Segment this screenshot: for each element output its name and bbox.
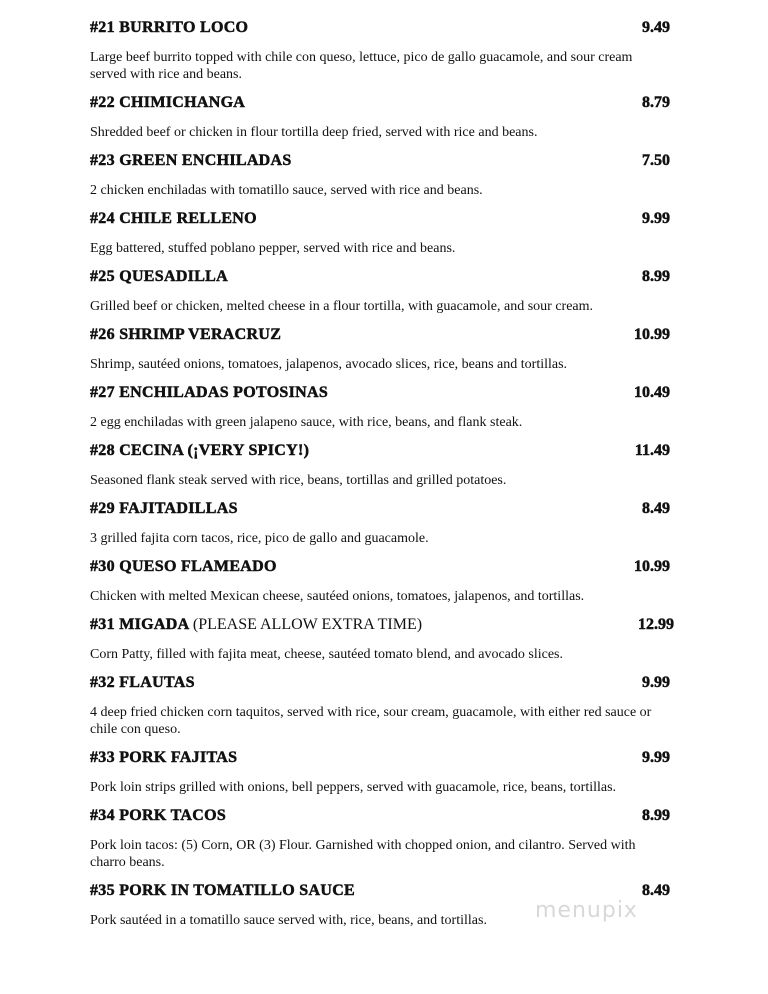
- menu-item-name: [90, 613, 422, 637]
- menu-item-price: 7.50: [642, 152, 670, 169]
- menu-item-header: [90, 91, 670, 115]
- menu-item-name: [90, 91, 245, 115]
- menu-item-header: [90, 497, 670, 521]
- menu-item-price: 9.99: [642, 749, 670, 766]
- menu-item-name: [90, 439, 309, 463]
- menu-item-name: [90, 207, 257, 231]
- item-name-text: #24 CHILE RELLENO: [90, 210, 257, 227]
- menu-item-name: [90, 16, 248, 40]
- item-name-text: #32 FLAUTAS: [90, 674, 195, 691]
- menu-item-name: [90, 381, 328, 405]
- menu-item: [90, 497, 670, 547]
- menu-item-description: Chicken with melted Mexican cheese, sautéed onions, tomatoes, jalapenos, and tortillas.: [90, 589, 585, 604]
- menu-item-name: [90, 149, 292, 173]
- menu-list: [90, 16, 674, 937]
- menu-item: [90, 613, 674, 663]
- menu-item-name: [90, 323, 281, 347]
- item-name-text: #27 ENCHILADAS POTOSINAS: [90, 384, 329, 401]
- menu-item-price: 10.99: [634, 558, 670, 575]
- menu-item-price: 9.49: [642, 19, 670, 36]
- menu-item-header: [90, 207, 670, 231]
- menu-item-description: Seasoned flank steak served with rice, beans, tortillas and grilled potatoes.: [90, 473, 507, 488]
- menu-item: [90, 323, 670, 373]
- menu-item-description: 3 grilled fajita corn tacos, rice, pico de gallo and guacamole.: [90, 531, 429, 546]
- item-name-text: #30 QUESO FLAMEADO: [90, 558, 277, 575]
- item-name-text: #28 CECINA (¡VERY SPICY!): [90, 442, 310, 459]
- menu-item: [90, 149, 670, 199]
- menu-item-description: 4 deep fried chicken corn taquitos, served with rice, sour cream, guacamole, with either red sauce or chile con queso.: [90, 705, 652, 737]
- menu-item-header: [90, 149, 670, 173]
- menu-item-header: [90, 613, 674, 637]
- menu-item-description: Shrimp, sautéed onions, tomatoes, jalapenos, avocado slices, rice, beans and tortillas.: [90, 357, 568, 372]
- menu-item-description: Pork loin tacos: (5) Corn, OR (3) Flour. Garnished with chopped onion, and cilantro. Served with charro beans.: [90, 838, 636, 870]
- menu-item-price: 9.99: [642, 210, 670, 227]
- menu-item: [90, 555, 670, 605]
- menu-item-header: [90, 381, 670, 405]
- menu-item: [90, 381, 670, 431]
- menu-item: [90, 804, 670, 871]
- item-name-text: #29 FAJITADILLAS: [90, 500, 238, 517]
- item-name-text: #21 BURRITO LOCO: [90, 19, 249, 36]
- item-name-text: #25 QUESADILLA: [90, 268, 229, 285]
- menu-item-header: [90, 804, 670, 828]
- menu-item-description: Grilled beef or chicken, melted cheese in a flour tortilla, with guacamole, and sour cream.: [90, 299, 594, 314]
- menu-item-description: Large beef burrito topped with chile con queso, lettuce, pico de gallo guacamole, and sour cream served with rice and beans.: [90, 50, 633, 82]
- menu-item-name: [90, 804, 226, 828]
- menu-item-name: [90, 879, 355, 903]
- menu-item-description: Shredded beef or chicken in flour tortilla deep fried, served with rice and beans.: [90, 125, 538, 140]
- menu-item-header: [90, 555, 670, 579]
- menu-item-description: 2 chicken enchiladas with tomatillo sauce, served with rice and beans.: [90, 183, 483, 198]
- menu-item: [90, 439, 670, 489]
- item-name-text: #35 PORK IN TOMATILLO SAUCE: [90, 882, 356, 899]
- menu-item-price: 10.99: [634, 326, 670, 343]
- menu-item-name: [90, 555, 277, 579]
- item-name-text: #22 CHIMICHANGA: [90, 94, 246, 111]
- item-name-text: #33 PORK FAJITAS: [90, 749, 238, 766]
- menu-item-header: [90, 671, 670, 695]
- menu-item-price: 8.99: [642, 268, 670, 285]
- menu-item-name: [90, 746, 237, 770]
- menu-item-header: [90, 323, 670, 347]
- menu-item-description: Corn Patty, filled with fajita meat, cheese, sautéed tomato blend, and avocado slices.: [90, 647, 563, 662]
- item-note: (PLEASE ALLOW EXTRA TIME): [192, 616, 423, 633]
- item-name-text: #31 MIGADA: [90, 616, 189, 633]
- menu-item-description: 2 egg enchiladas with green jalapeno sauce, with rice, beans, and flank steak.: [90, 415, 523, 430]
- menu-item-name: [90, 497, 238, 521]
- menu-item-header: [90, 265, 670, 289]
- menu-item-description: Pork sautéed in a tomatillo sauce served with, rice, beans, and tortillas.: [90, 913, 487, 928]
- menu-item-price: 12.99: [638, 616, 674, 633]
- menu-item-price: 8.99: [642, 807, 670, 824]
- menu-item-price: 10.49: [634, 384, 670, 401]
- menu-item-price: 11.49: [634, 442, 670, 459]
- menu-item-description: Egg battered, stuffed poblano pepper, served with rice and beans.: [90, 241, 456, 256]
- menu-item-price: 8.49: [642, 500, 670, 517]
- item-name-text: #34 PORK TACOS: [90, 807, 227, 824]
- menu-item-name: [90, 265, 228, 289]
- watermark: menupix: [535, 898, 638, 923]
- menu-item: [90, 671, 670, 738]
- menu-item: [90, 91, 670, 141]
- item-name-text: #23 GREEN ENCHILADAS: [90, 152, 292, 169]
- menu-item-header: [90, 16, 670, 40]
- menu-item-description: Pork loin strips grilled with onions, bell peppers, served with guacamole, rice, beans, tortillas.: [90, 780, 617, 795]
- menu-item: [90, 16, 670, 83]
- menu-item-price: 8.79: [642, 94, 670, 111]
- item-name-text: #26 SHRIMP VERACRUZ: [90, 326, 282, 343]
- menu-item-header: [90, 746, 670, 770]
- menu-item-header: [90, 439, 670, 463]
- menu-item-name: [90, 671, 195, 695]
- menu-item: [90, 746, 670, 796]
- menu-item-price: 9.99: [642, 674, 670, 691]
- menu-item: [90, 207, 670, 257]
- menu-item-price: 8.49: [642, 882, 670, 899]
- menu-item: [90, 265, 670, 315]
